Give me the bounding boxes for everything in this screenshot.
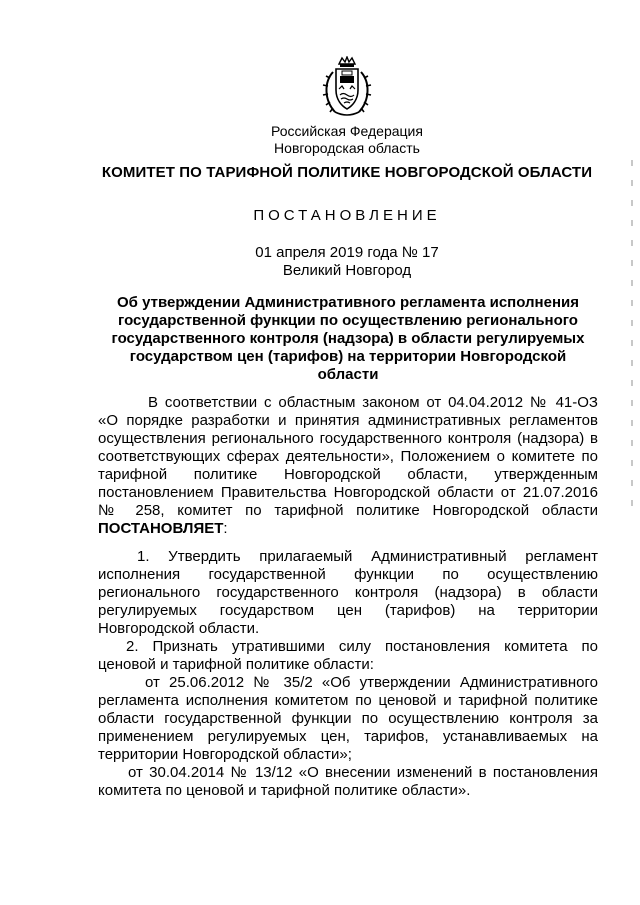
item-1: 1. Утвердить прилагаемый Административный регламент исполнения государственной функции по осуществлению регионального государственного контроля (надзора) в области регулируемых государством цен (тарифов) на территории Новгородской области.	[98, 548, 598, 637]
committee-name: КОМИТЕТ ПО ТАРИФНОЙ ПОЛИТИКЕ НОВГОРОДСКОЙ ОБЛАСТИ	[101, 164, 593, 181]
preamble-text: В соответствии с областным законом от 04.04.2012 № 41-ОЗ «О порядке разработки и принятия административных регламентов осуществления регионального государственного контроля (надзора) в соответствующих сферах деятельности», Положением о комитете по тарифной политике Новгородской области, утвержденным постановлением Правительства Новгородской области от 21.07.2016 № 258, комитет по тарифной политике Новгородской области	[98, 394, 598, 519]
document-title: Об утверждении Административного регламента исполнения государственной функции по осуществлению регионального государственного контроля (надзора) в области регулируемых государством цен (тарифов) на территории Новгородской области	[111, 294, 585, 383]
coat-of-arms-icon	[319, 56, 375, 118]
item-2-subitem-2: от 30.04.2014 № 13/12 «О внесении изменений в постановления комитета по ценовой и тарифной политике области».	[98, 764, 598, 799]
document-body	[98, 394, 598, 800]
paragraph-gap	[98, 538, 598, 548]
item-2-subitem-1: от 25.06.2012 № 35/2 «Об утверждении Административного регламента исполнения комитетом по ценовой и тарифной политике области государственной функции по осуществлению контроля за применением регулируемых цен, тарифов, устанавливаемых на территории Новгородской области»;	[98, 674, 598, 763]
preamble-paragraph	[98, 394, 598, 538]
city-name: Великий Новгород	[282, 262, 412, 279]
date-block	[27, 244, 640, 280]
document-type: ПОСТАНОВЛЕНИЕ	[253, 207, 441, 224]
margin-marks	[630, 160, 634, 530]
header-block	[27, 123, 640, 157]
decree-colon: :	[223, 520, 228, 537]
decree-word: ПОСТАНОВЛЯЕТ	[98, 520, 224, 537]
item-2: 2. Признать утратившими силу постановления комитета по ценовой и тарифной политике области:	[98, 638, 598, 673]
date-number: 01 апреля 2019 года № 17	[255, 244, 439, 261]
country-name: Российская Федерация	[271, 123, 423, 139]
region-name: Новгородская область	[274, 140, 420, 156]
